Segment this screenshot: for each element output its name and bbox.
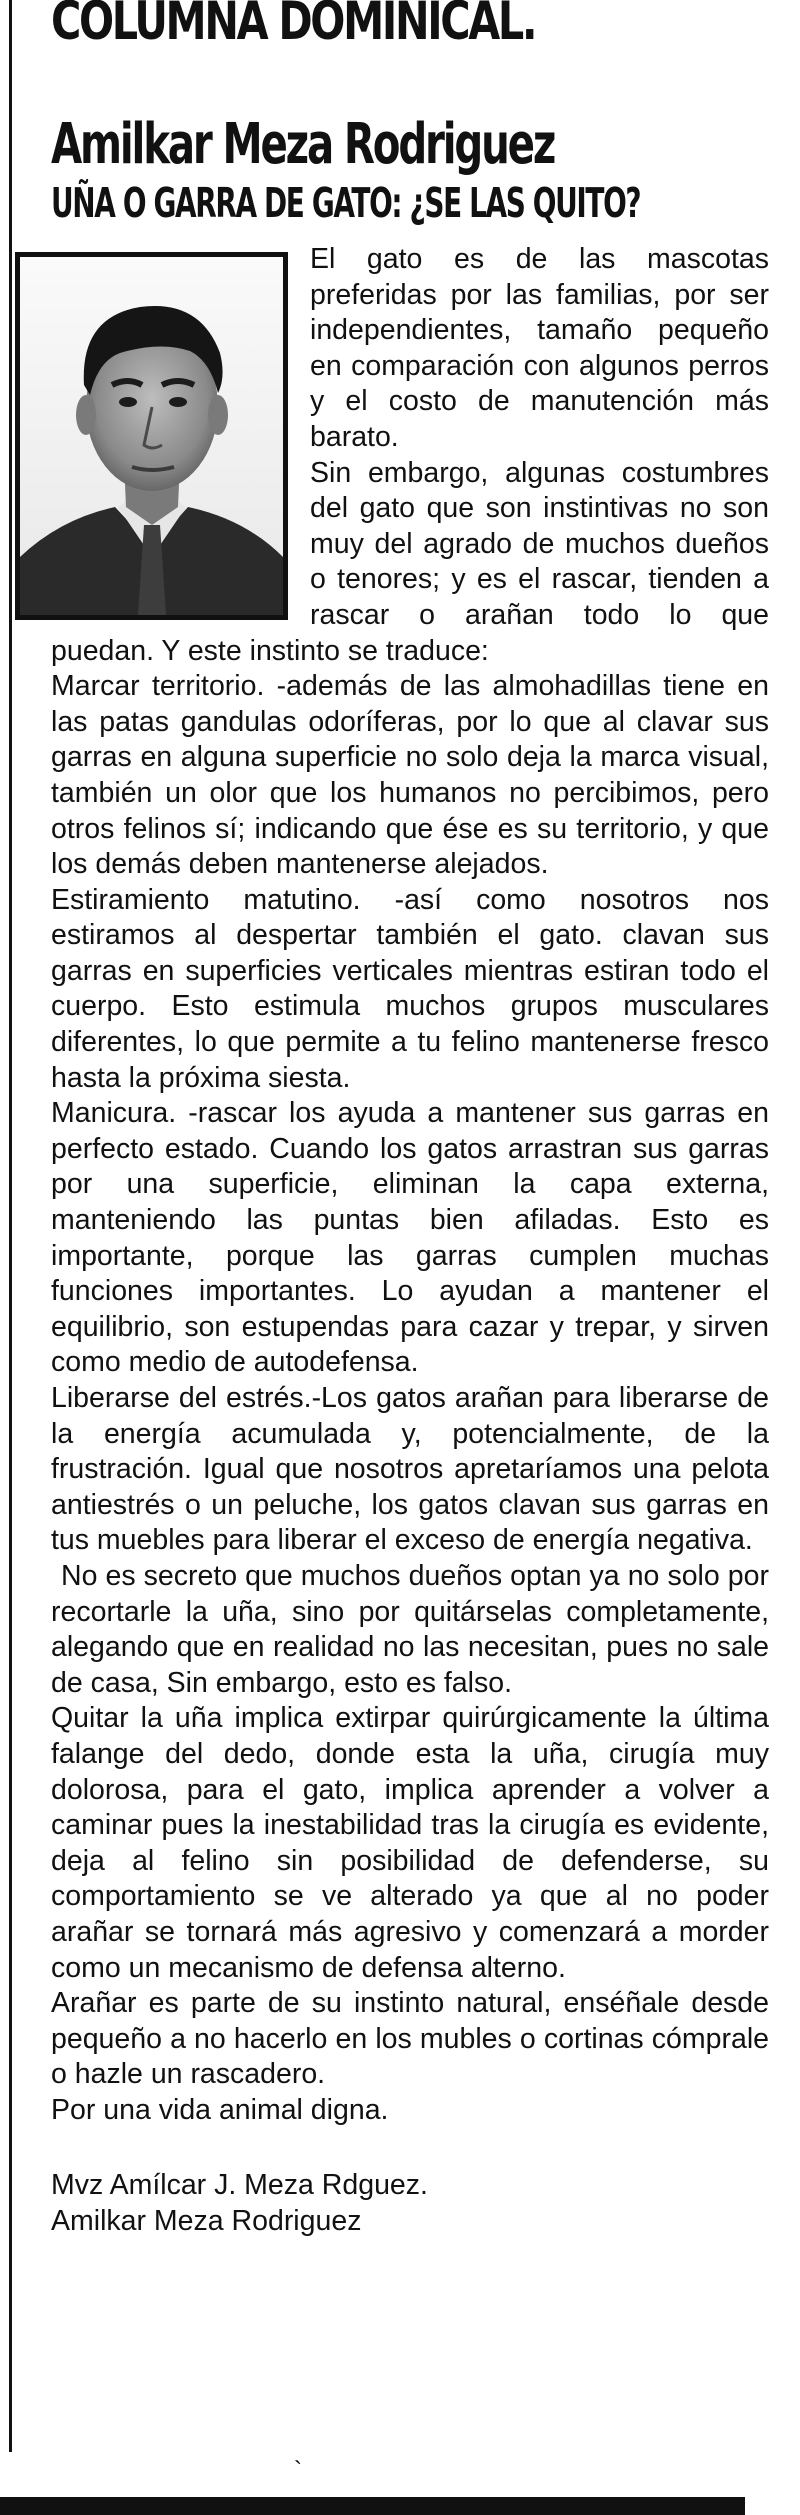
- article-column: [51, 0, 769, 2240]
- left-column-rule: [9, 0, 12, 2452]
- article-title: UÑA O GARRA DE GATO: ¿SE LAS QUITO?: [51, 179, 641, 227]
- paragraph-3: Marcar territorio. -además de las almohadillas tiene en las patas gandulas odoríferas, por lo que al clavar sus garras en alguna superficie no solo deja la marca visual, también un olor que los humanos no percibimos, pero otros felinos sí; indicando que ése es su territorio, y que los demás deben mantenerse alejados.: [51, 670, 769, 881]
- paragraph-6: Liberarse del estrés.-Los gatos arañan para liberarse de la energía acumulada y, potencialmente, de la frustración. Igual que nosotros apretaríamos una pelota antiestrés o un peluche, los gatos clavan sus garras en tus muebles para liberar el exceso de energía negativa.: [51, 1382, 769, 1557]
- stray-mark: `: [294, 2457, 302, 2484]
- signature-line-1: Mvz Amílcar J. Meza Rdguez.: [51, 2169, 428, 2202]
- paragraph-2: Sin embargo, algunas costumbres del gato que son instintivas no son muy del agrado de muchos dueños o tenores; y es el rascar, tienden a rascar o arañan todo lo que puedan. Y este instinto se traduce:: [51, 456, 769, 667]
- paragraph-10: Por una vida animal digna.: [51, 2093, 389, 2126]
- paragraph-5: Manicura. -rascar los ayuda a mantener sus garras en perfecto estado. Cuando los gatos arrastran sus garras por una superficie, eliminan la capa externa, manteniendo las puntas bien afiladas. Esto es importante, porque las garras cumplen muchas funciones importantes. Lo ayudan a mantener el equilibrio, son estupendas para cazar y trepar, y sirven como medio de autodefensa.: [51, 1097, 769, 1379]
- signature-line-2: Amilkar Meza Rodriguez: [51, 2205, 362, 2238]
- bottom-rule: [0, 2497, 745, 2515]
- paragraph-7: No es secreto que muchos dueños optan ya no solo por recortarle la uña, sino por quitárselas completamente, alegando que en realidad no las necesitan, pues no sale de casa, Sin embargo, esto es falso.: [51, 1559, 769, 1699]
- author-headline: Amilkar Meza Rodriguez: [51, 112, 555, 177]
- section-kicker: COLUMNA DOMINICAL.: [51, 0, 536, 52]
- article-body: [51, 228, 769, 2240]
- paragraph-1: El gato es de las mascotas preferidas por las familias, por ser independientes, tamaño pequeño en comparación con algunos perros y el costo de manutención más barato.: [310, 243, 769, 453]
- author-portrait-icon: [20, 257, 283, 615]
- author-photo: [15, 252, 288, 620]
- signature-block: [51, 2168, 769, 2239]
- paragraph-4: Estiramiento matutino. -así como nosotros nos estiramos al despertar también el gato. clavan sus garras en superficies verticales mientras estiran todo el cuerpo. Esto estimula muchos grupos musculares diferentes, lo que permite a tu felino mantenerse fresco hasta la próxima siesta.: [51, 883, 769, 1094]
- paragraph-8: Quitar la uña implica extirpar quirúrgicamente la última falange del dedo, donde esta la uña, cirugía muy dolorosa, para el gato, implica aprender a volver a caminar pues la inestabilidad tras la cirugía es evidente, deja al felino sin posibilidad de defenderse, su comportamiento se ve alterado ya que al no poder arañar se tornará más agresivo y comenzará a morder como un mecanismo de defensa alterno.: [51, 1702, 769, 1984]
- paragraph-9: Arañar es parte de su instinto natural, enséñale desde pequeño a no hacerlo en los mubles o cortinas cómprale o hazle un rascadero.: [51, 1987, 769, 2091]
